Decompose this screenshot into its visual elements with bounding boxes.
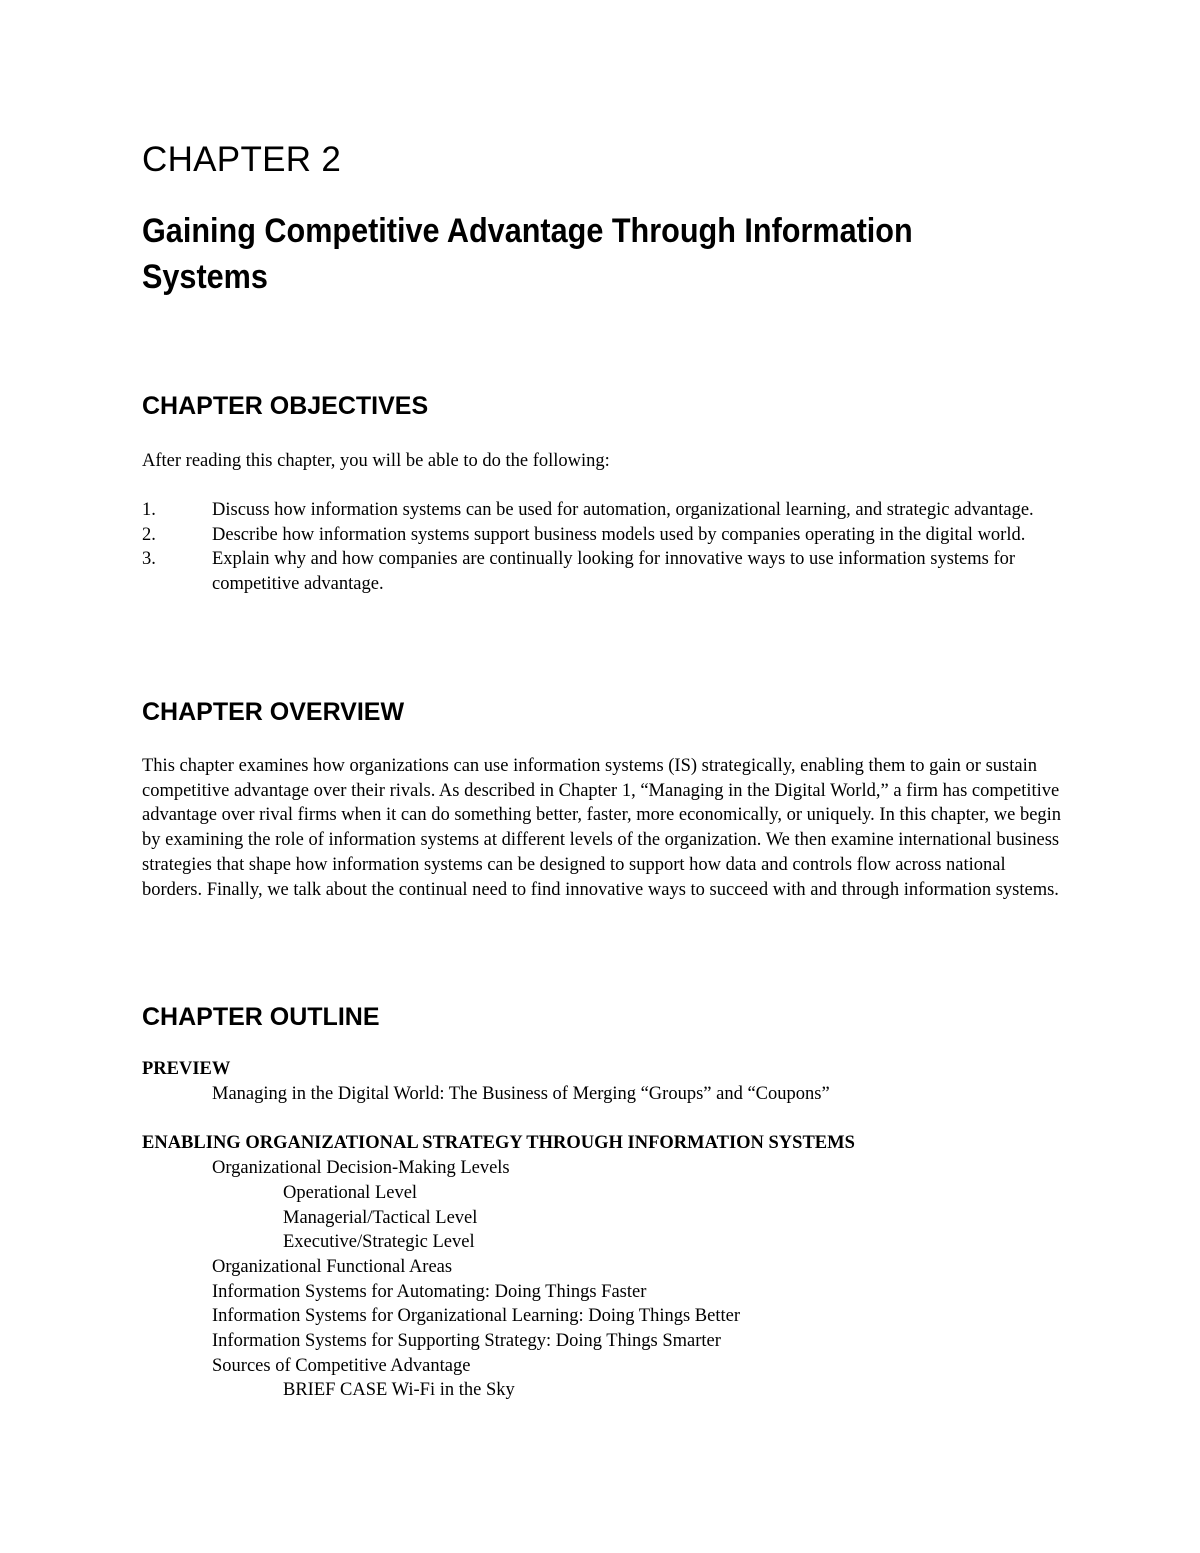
objective-item [142, 523, 1062, 548]
outline-item: Information Systems for Supporting Strategy: Doing Things Smarter [212, 1331, 721, 1352]
outline-preview-heading: PREVIEW [142, 1059, 231, 1079]
chapter-label: CHAPTER 2 [142, 140, 342, 179]
objective-number: 1. [142, 500, 156, 520]
outline-item: Organizational Decision-Making Levels [212, 1158, 510, 1179]
outline-subitem: Executive/Strategic Level [283, 1232, 475, 1253]
overview-heading: CHAPTER OVERVIEW [142, 698, 405, 726]
objective-number: 3. [142, 549, 156, 570]
outline-subitem: Managerial/Tactical Level [283, 1207, 478, 1228]
objective-number: 2. [142, 524, 156, 545]
outline-enabling-group [142, 1131, 1102, 1403]
outline-subitem: BRIEF CASE Wi-Fi in the Sky [283, 1380, 515, 1401]
chapter-title: Gaining Competitive Advantage Through Information Systems [142, 212, 913, 296]
overview-text: This chapter examines how organizations can use information systems (IS) strategically, enabling them to gain or sustain competitive advantage over their rivals. As described in Chapter 1, “Managing in the Digital World,” a firm has competitive advantage over rival firms when it can do something better, faster, more economically, or uniquely. In this chapter, we begin by examining the role of information systems at different levels of the organization. We then examine international business strategies that shape how information systems can be designed to support how data and controls flow across national borders. Finally, we talk about the continual need to find innovative ways to succeed with and through information systems. [142, 756, 1062, 900]
objectives-list [142, 498, 1062, 597]
chapter-outline [142, 1057, 1102, 1428]
outline-item: Managing in the Digital World: The Business of Merging “Groups” and “Coupons” [212, 1083, 830, 1104]
outline-subitem: Operational Level [283, 1182, 418, 1203]
outline-enabling-heading: ENABLING ORGANIZATIONAL STRATEGY THROUGH INFORMATION SYSTEMS [142, 1133, 855, 1154]
objective-text: Discuss how information systems can be used for automation, organizational learning, and strategic advantage. [212, 500, 1034, 520]
objective-item [142, 547, 1062, 596]
outline-item: Information Systems for Automating: Doing Things Faster [212, 1281, 647, 1302]
outline-heading: CHAPTER OUTLINE [142, 1003, 380, 1031]
outline-item: Information Systems for Organizational Learning: Doing Things Better [212, 1306, 740, 1327]
objective-text: Explain why and how companies are continually looking for innovative ways to use information systems for competitive advantage. [212, 549, 1016, 595]
outline-preview-group [142, 1057, 1102, 1106]
objective-text: Describe how information systems support business models used by companies operating in the digital world. [212, 524, 1026, 545]
outline-item: Organizational Functional Areas [212, 1256, 453, 1277]
objective-item [142, 498, 1062, 523]
objectives-intro: After reading this chapter, you will be able to do the following: [142, 451, 610, 471]
objectives-heading: CHAPTER OBJECTIVES [142, 392, 429, 420]
outline-item: Sources of Competitive Advantage [212, 1355, 471, 1376]
